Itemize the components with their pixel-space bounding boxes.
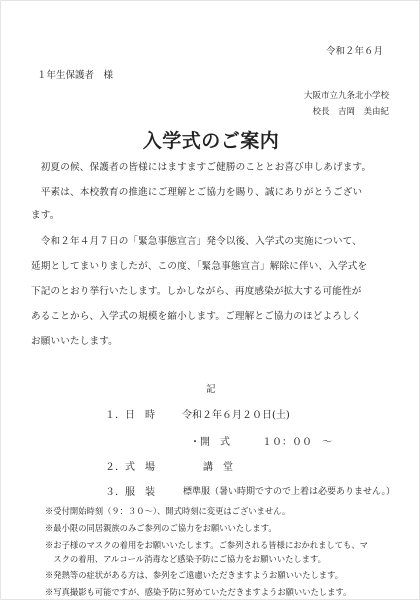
item-place-value: 講 堂: [203, 462, 233, 473]
body-line: ます。: [31, 210, 60, 221]
body-line: 延期としてまいりましたが、この度、「緊急事態宣言」解除に伴い、入学式を: [31, 261, 368, 272]
item-dress-value: 標準服（暑い時期ですので上着は必要ありません。）: [183, 487, 396, 497]
note-line: スクの着用、アルコール消毒など感染予防にご協力をお願いいたします。: [45, 554, 326, 564]
body-line: あることから、入学式の規模を縮小します。ご理解とご協力のほどよろしく: [31, 311, 362, 322]
note-line: ※最小限の同居親族のみご参列のご協力をお願いいたします。: [45, 523, 277, 533]
item-place-label: ２．式 場: [105, 462, 155, 473]
item-date-value: 令和２年６月２０日(土): [182, 410, 290, 421]
note-line: ※お子様のマスクの着用をお願いいたします。ご参列される皆様におかれましても、マ: [45, 540, 368, 550]
document-title: 入学式のご案内: [142, 130, 280, 152]
item-ceremony-time: １０：００ ～: [262, 437, 332, 448]
ki-heading: 記: [206, 384, 216, 395]
body-line: 令和２年４月７日の「緊急事態宣言」発令以後、入学式の実施について、: [31, 236, 362, 247]
note-line: ※発熱等の症状がある方は、参列をご遠慮いただきますようお願いいたします。: [45, 570, 344, 580]
sender-principal: 校長 吉岡 美由紀: [312, 107, 389, 117]
item-dress-label: ３．服 装: [105, 487, 155, 498]
item-date-label: １．日 時: [105, 410, 155, 421]
item-ceremony-label: ・開 式: [190, 437, 230, 448]
body-line: 初夏の候、保護者の皆様にはますますご健勝のこととお喜び申しあげます。: [31, 162, 372, 173]
note-line: ※写真撮影も可能ですが、感染予防に努めていただきますようお願いいたします。: [45, 587, 352, 597]
body-line: 平素は、本校教育の推進にご理解とご協力を賜り、誠にありがとうござい: [31, 187, 363, 198]
sender-school: 大阪市立九条北小学校: [303, 91, 389, 101]
recipient-line: １年生保護者 様: [37, 70, 114, 81]
body-line: 下記のとおり挙行いたします。しかしながら、再度感染が拡大する可能性が: [31, 286, 362, 297]
body-line: お願いいたします。: [31, 336, 118, 347]
note-line: ※受付開始時刻（９：３０～）、開式時刻に変更はございません。: [45, 506, 291, 516]
issue-date: 令和２年６月: [325, 46, 383, 57]
